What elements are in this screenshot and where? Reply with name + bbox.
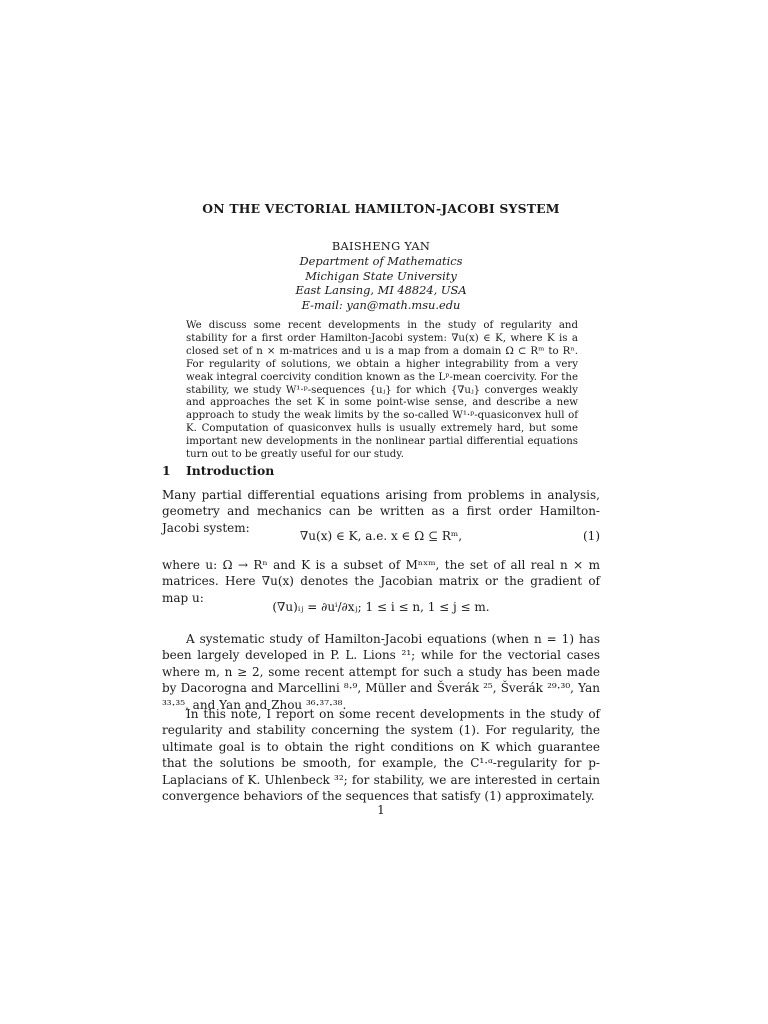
section-heading bbox=[162, 463, 600, 478]
author-name: BAISHENG YAN bbox=[331, 239, 431, 253]
author-block bbox=[162, 239, 600, 313]
paragraph-2: where u: Ω → Rⁿ and K is a subset of Mⁿˣᵐ, the set of all real n × m matrices. Here ∇u(x) denotes the Jacobian matrix or the gradient of map u: bbox=[162, 558, 600, 605]
paragraph-1: Many partial differential equations arising from problems in analysis, geometry and mechanics can be written as a first order Hamilton-Jacobi system: bbox=[162, 488, 600, 535]
section-title: Introduction bbox=[186, 463, 275, 478]
paper-page bbox=[162, 0, 600, 1024]
department: Department of Mathematics bbox=[299, 253, 463, 268]
paragraph-4: In this note, I report on some recent developments in the study of regularity and stability concerning the system (1). For regularity, the ultimate goal is to obtain the right conditions on K which guarantee that the solutions be smooth, for example, the C¹·ᵅ-regularity for p-Laplacians of K. Uhlenbeck ³²; for stability, we are interested in certain convergence behaviors of the sequences that satisfy (1) approximately. bbox=[162, 707, 600, 804]
equation-1-tag: (1) bbox=[583, 529, 600, 543]
email: E-mail: yan@math.msu.edu bbox=[301, 298, 461, 313]
address: East Lansing, MI 48824, USA bbox=[295, 283, 467, 298]
equation-1-expression: ∇u(x) ∈ K, a.e. x ∈ Ω ⊆ Rᵐ, bbox=[299, 529, 463, 543]
paragraph-3: A systematic study of Hamilton-Jacobi equations (when n = 1) has been largely developed in P. L. Lions ²¹; while for the vectorial cases where m, n ≥ 2, some recent attempt for such a study has been made by Dacorogna and Marcellini ⁸·⁹, Müller and Šverák ²⁵, Šverák ²⁹·³⁰, Yan ³³·³⁵, and Yan and Zhou ³⁶·³⁷·³⁸. bbox=[162, 632, 600, 712]
page-number: 1 bbox=[377, 803, 385, 817]
equation-2: (∇u)ᵢⱼ = ∂uⁱ/∂xⱼ; 1 ≤ i ≤ n, 1 ≤ j ≤ m. bbox=[272, 600, 490, 614]
equation-1 bbox=[162, 529, 600, 547]
abstract bbox=[186, 320, 578, 462]
abstract-text: We discuss some recent developments in the study of regularity and stability for a first order Hamilton-Jacobi system: ∇u(x) ∈ K, where K is a closed set of n × m-matrices and u is a map from a domain Ω ⊂ Rᵐ to Rⁿ. For regularity of solutions, we obtain a higher integrability from a very weak integral coercivity condition known as the Lᵖ-mean coercivity. For the stability, we study W¹·ᵖ-sequences {uⱼ} for which {∇uⱼ} converges weakly and approaches the set K in some point-wise sense, and describe a new approach to study the weak limits by the so-called W¹·ᵖ-quasiconvex hull of K. Computation of quasiconvex hulls is usually extremely hard, but some important new developments in the nonlinear partial differential equations turn out to be greatly useful for our study. bbox=[186, 320, 578, 461]
university: Michigan State University bbox=[305, 268, 457, 283]
paper-title: ON THE VECTORIAL HAMILTON-JACOBI SYSTEM bbox=[202, 201, 560, 216]
section-number: 1 bbox=[162, 463, 171, 478]
